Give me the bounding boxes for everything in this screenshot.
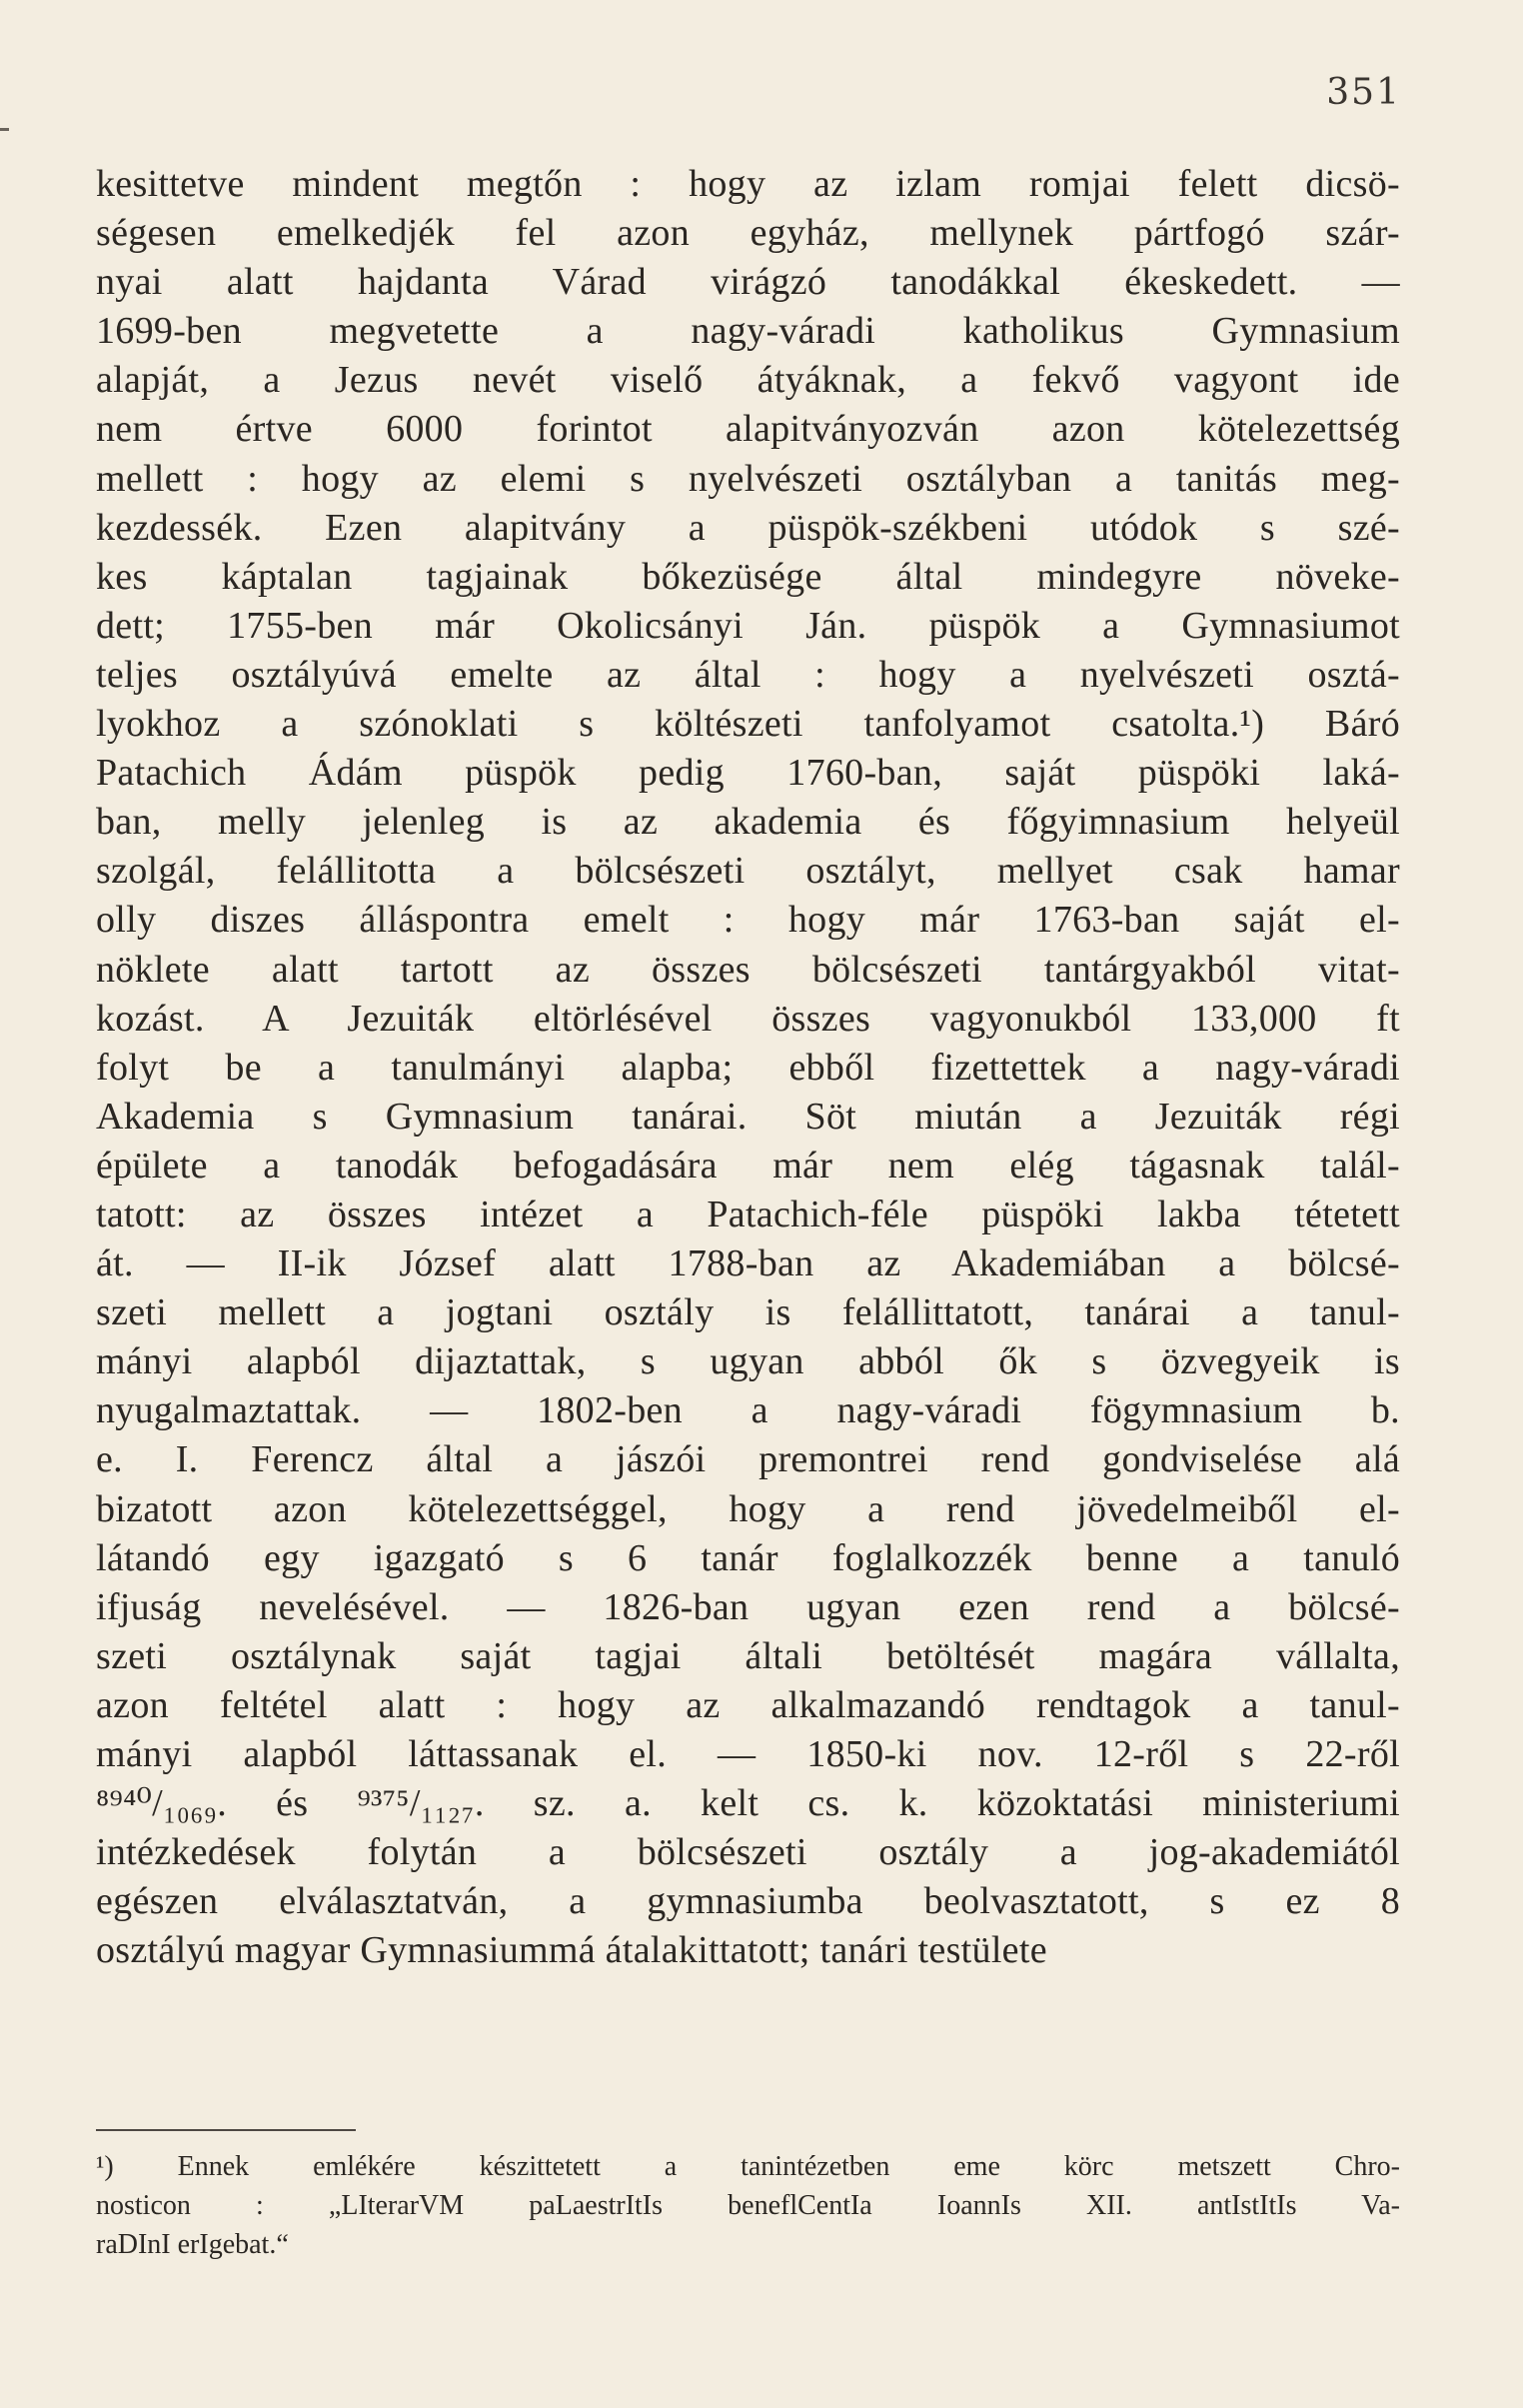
text-line: bizatott azon kötelezettséggel, hogy a rend jövedelmeiből el- [96,1487,1400,1530]
text-line: osztályú magyar Gymnasiummá átalakittatott; tanári testülete [96,1929,1047,1972]
footnote-line: raDInI erIgebat.“ [96,2229,289,2260]
text-line: e. I. Ferencz által a jászói premontrei rend gondviselése alá [96,1438,1400,1481]
text-line: olly diszes álláspontra emelt : hogy már 1763-ban saját el- [96,899,1400,942]
text-line: kesittetve mindent megtőn : hogy az izlam romjai felett dicsö- [96,163,1400,205]
text-line: azon feltétel alatt : hogy az alkalmazandó rendtagok a tanul- [96,1683,1400,1726]
text-line: nyugalmaztattak. — 1802-ben a nagy-váradi fögymnasium b. [96,1389,1400,1432]
body-text [96,160,1400,1975]
text-line: alapját, a Jezus nevét viselő átyáknak, a fekvő vagyont ide [96,359,1400,402]
text-line: Akademia s Gymnasium tanárai. Söt miután a Jezuiták régi [96,1095,1400,1138]
text-line: szeti osztálynak saját tagjai általi betöltését magára vállalta, [96,1634,1400,1677]
footnote-divider [96,2129,356,2131]
text-line: dett; 1755-ben már Okolicsányi Ján. püspök a Gymnasiumot [96,604,1400,647]
text-line: kozást. A Jezuiták eltörlésével összes vagyonukból 133,000 ft [96,997,1400,1040]
text-line: folyt be a tanulmányi alapba; ebből fizettettek a nagy-váradi [96,1046,1400,1089]
text-line: ifjuság nevelésével. — 1826-ban ugyan ezen rend a bölcsé- [96,1585,1400,1628]
text-line: ⁸⁹⁴⁰/₁₀₆₉. és ⁹³⁷⁵/₁₁₂₇. sz. a. kelt cs. k. közoktatási ministeriumi [96,1782,1400,1825]
text-line: ségesen emelkedjék fel azon egyház, mellynek pártfogó szár- [96,212,1400,255]
text-line: kezdessék. Ezen alapitvány a püspök-székbeni utódok s szé- [96,506,1400,549]
text-line: tatott: az összes intézet a Patachich-féle püspöki lakba tétetett [96,1193,1400,1235]
text-line: nem értve 6000 forintot alapitványozván azon kötelezettség [96,408,1400,451]
text-line: 1699-ben megvetette a nagy-váradi katholikus Gymnasium [96,310,1400,353]
footnote-line: nosticon : „LIterarVM paLaestrItIs beneflCentIa IoannIs XII. antIstItIs Va- [96,2190,1400,2221]
text-line: szeti mellett a jogtani osztály is felállittatott, tanárai a tanul- [96,1291,1400,1334]
text-line: szolgál, felállitotta a bölcsészeti osztályt, mellyet csak hamar [96,850,1400,893]
text-line: mányi alapból dijaztattak, s ugyan abból ők s özvegyeik is [96,1340,1400,1383]
margin-mark [0,128,9,131]
text-line: teljes osztályúvá emelte az által : hogy a nyelvészeti osztá- [96,653,1400,696]
text-line: át. — II-ik József alatt 1788-ban az Akademiában a bölcsé- [96,1242,1400,1285]
page-number: 351 [1326,72,1401,113]
text-line: mellett : hogy az elemi s nyelvészeti osztályban a tanitás meg- [96,457,1400,500]
text-line: épülete a tanodák befogadására már nem elég tágasnak talál- [96,1144,1400,1187]
text-line: egészen elválasztatván, a gymnasiumba beolvasztatott, s ez 8 [96,1880,1400,1923]
text-line: Patachich Ádám püspök pedig 1760-ban, saját püspöki laká- [96,752,1400,795]
text-line: lyokhoz a szónoklati s költészeti tanfolyamot csatolta.¹) Báró [96,703,1400,746]
text-line: látandó egy igazgató s 6 tanár foglalkozzék benne a tanuló [96,1536,1400,1579]
text-line: mányi alapból láttassanak el. — 1850-ki nov. 12-ről s 22-ről [96,1733,1400,1775]
text-line: kes káptalan tagjainak bőkezüsége által mindegyre növeke- [96,555,1400,598]
footnote-line: ¹) Ennek emlékére készittetett a tanintézetben eme körc metszett Chro- [96,2151,1400,2182]
text-line: intézkedések folytán a bölcsészeti osztály a jog-akademiától [96,1831,1400,1874]
text-line: nöklete alatt tartott az összes bölcsészeti tantárgyakból vitat- [96,948,1400,991]
text-line: nyai alatt hajdanta Várad virágzó tanodákkal ékeskedett. — [96,261,1400,304]
text-line: ban, melly jelenleg is az akademia és főgyimnasium helyeül [96,801,1400,844]
footnote [96,2147,1400,2264]
